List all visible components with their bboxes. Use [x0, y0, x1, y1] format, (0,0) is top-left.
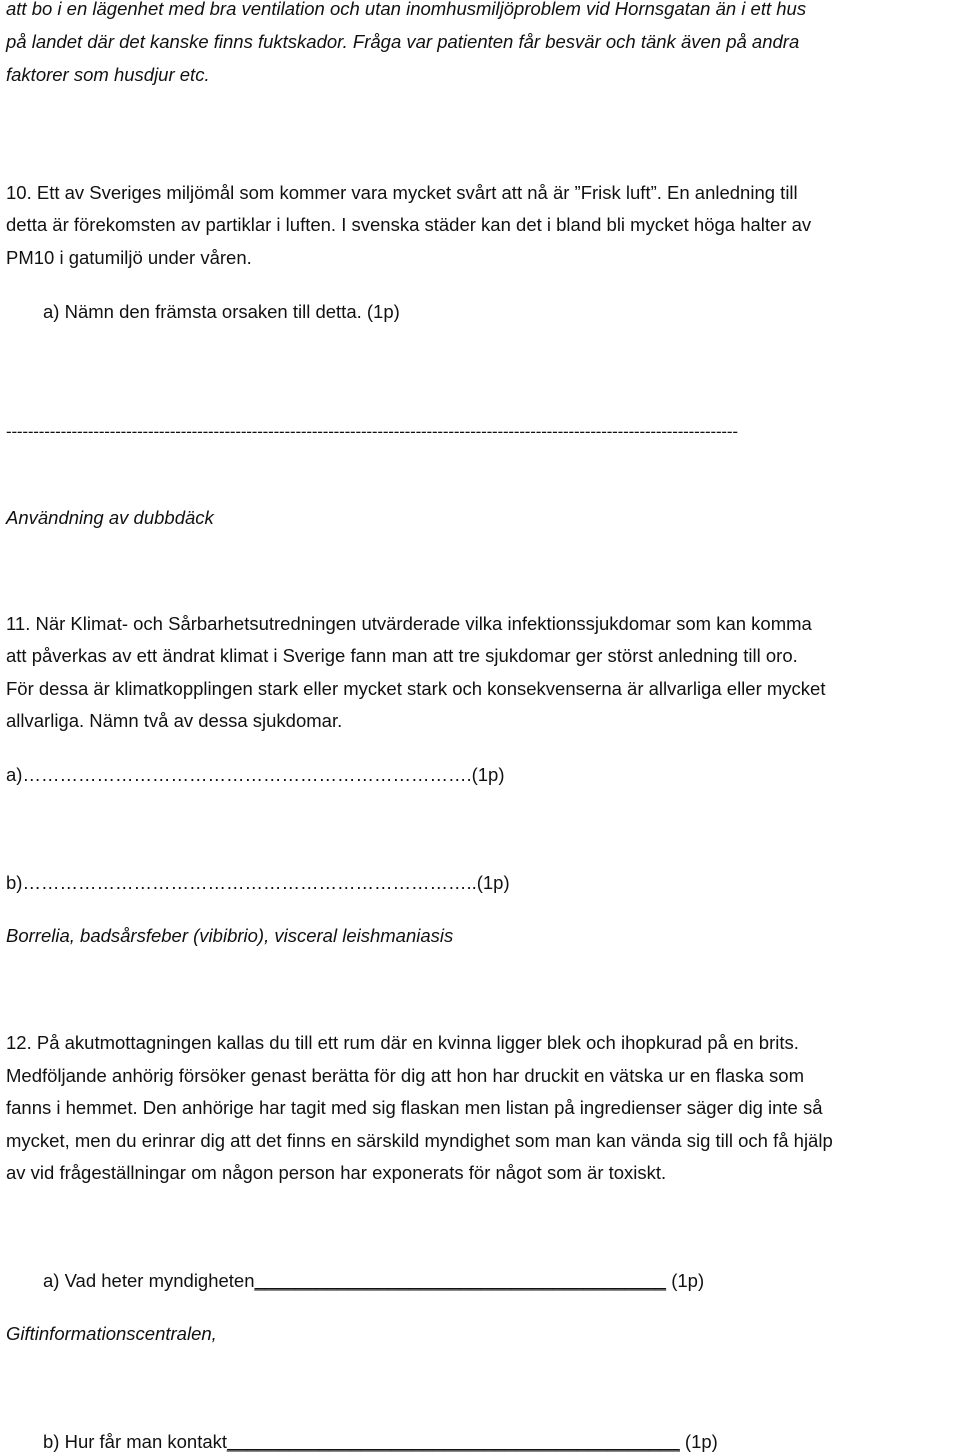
- q12-line-1: 12. På akutmottagningen kallas du till ett rum där en kvinna ligger blek och ihopkurad på en brits.: [6, 1032, 799, 1053]
- q12-subquestion-b: [43, 1430, 718, 1454]
- q12-b-label: b) Hur får man kontakt: [43, 1431, 228, 1452]
- q11-line-4: allvarliga. Nämn två av dessa sjukdomar.: [6, 710, 343, 731]
- intro-line-2: på landet där det kanske finns fuktskador. Fråga var patienten får besvär och tänk även på andra: [6, 31, 800, 52]
- answer-separator: --------------------------------------------------------------------------------------------------------------------------------------: [6, 422, 738, 441]
- q12-line-5: av vid frågeställningar om någon person har exponerats för något som är toxiskt.: [6, 1162, 667, 1183]
- q12-line-4: mycket, men du erinrar dig att det finns en särskild myndighet som man kan vända sig till och få hjälp: [6, 1130, 833, 1151]
- q10-line-1: 10. Ett av Sveriges miljömål som kommer vara mycket svårt att nå är ”Frisk luft”. En anledning till: [6, 182, 798, 203]
- q12-subquestion-a: [43, 1269, 704, 1293]
- q12-a-points: (1p): [666, 1270, 705, 1291]
- q12-b-points: (1p): [679, 1431, 718, 1452]
- q11-line-1: 11. När Klimat- och Sårbarhetsutredningen utvärderade vilka infektionssjukdomar som kan komma: [6, 613, 812, 634]
- q11-answer-b: b)………………………………………………………………..(1p): [6, 872, 510, 893]
- q10-answer: Användning av dubbdäck: [6, 507, 214, 528]
- q12-line-2: Medföljande anhörig försöker genast berätta för dig att hon har druckit en vätska ur en flaska som: [6, 1065, 805, 1086]
- q10-line-2: detta är förekomsten av partiklar i luften. I svenska städer kan det i bland bli mycket höga halter av: [6, 214, 812, 235]
- q11-answer-a: a)……………………………………………………………….(1p): [6, 764, 505, 785]
- intro-line-1: att bo i en lägenhet med bra ventilation och utan inomhusmiljöproblem vid Hornsgatan än i ett hus: [6, 0, 807, 19]
- q12-line-3: fanns i hemmet. Den anhörige har tagit med sig flaskan men listan på ingredienser säger dig inte så: [6, 1097, 823, 1118]
- q11-line-3: För dessa är klimatkopplingen stark eller mycket stark och konsekvenserna är allvarliga eller mycket: [6, 678, 826, 699]
- q12-answer: Giftinformationscentralen,: [6, 1323, 217, 1344]
- q12-a-blank: ________________________________________: [254, 1270, 667, 1291]
- q10-line-3: PM10 i gatumiljö under våren.: [6, 247, 252, 268]
- intro-line-3: faktorer som husdjur etc.: [6, 64, 210, 85]
- q12-b-blank: ____________________________________________: [227, 1431, 680, 1452]
- q10-subquestion-a: a) Nämn den främsta orsaken till detta. (1p): [43, 301, 400, 322]
- q11-line-2: att påverkas av ett ändrat klimat i Sverige fann man att tre sjukdomar ger störst anledning till oro.: [6, 645, 798, 666]
- q11-answer: Borrelia, badsårsfeber (vibibrio), visceral leishmaniasis: [6, 925, 454, 946]
- q12-a-label: a) Vad heter myndigheten: [43, 1270, 255, 1291]
